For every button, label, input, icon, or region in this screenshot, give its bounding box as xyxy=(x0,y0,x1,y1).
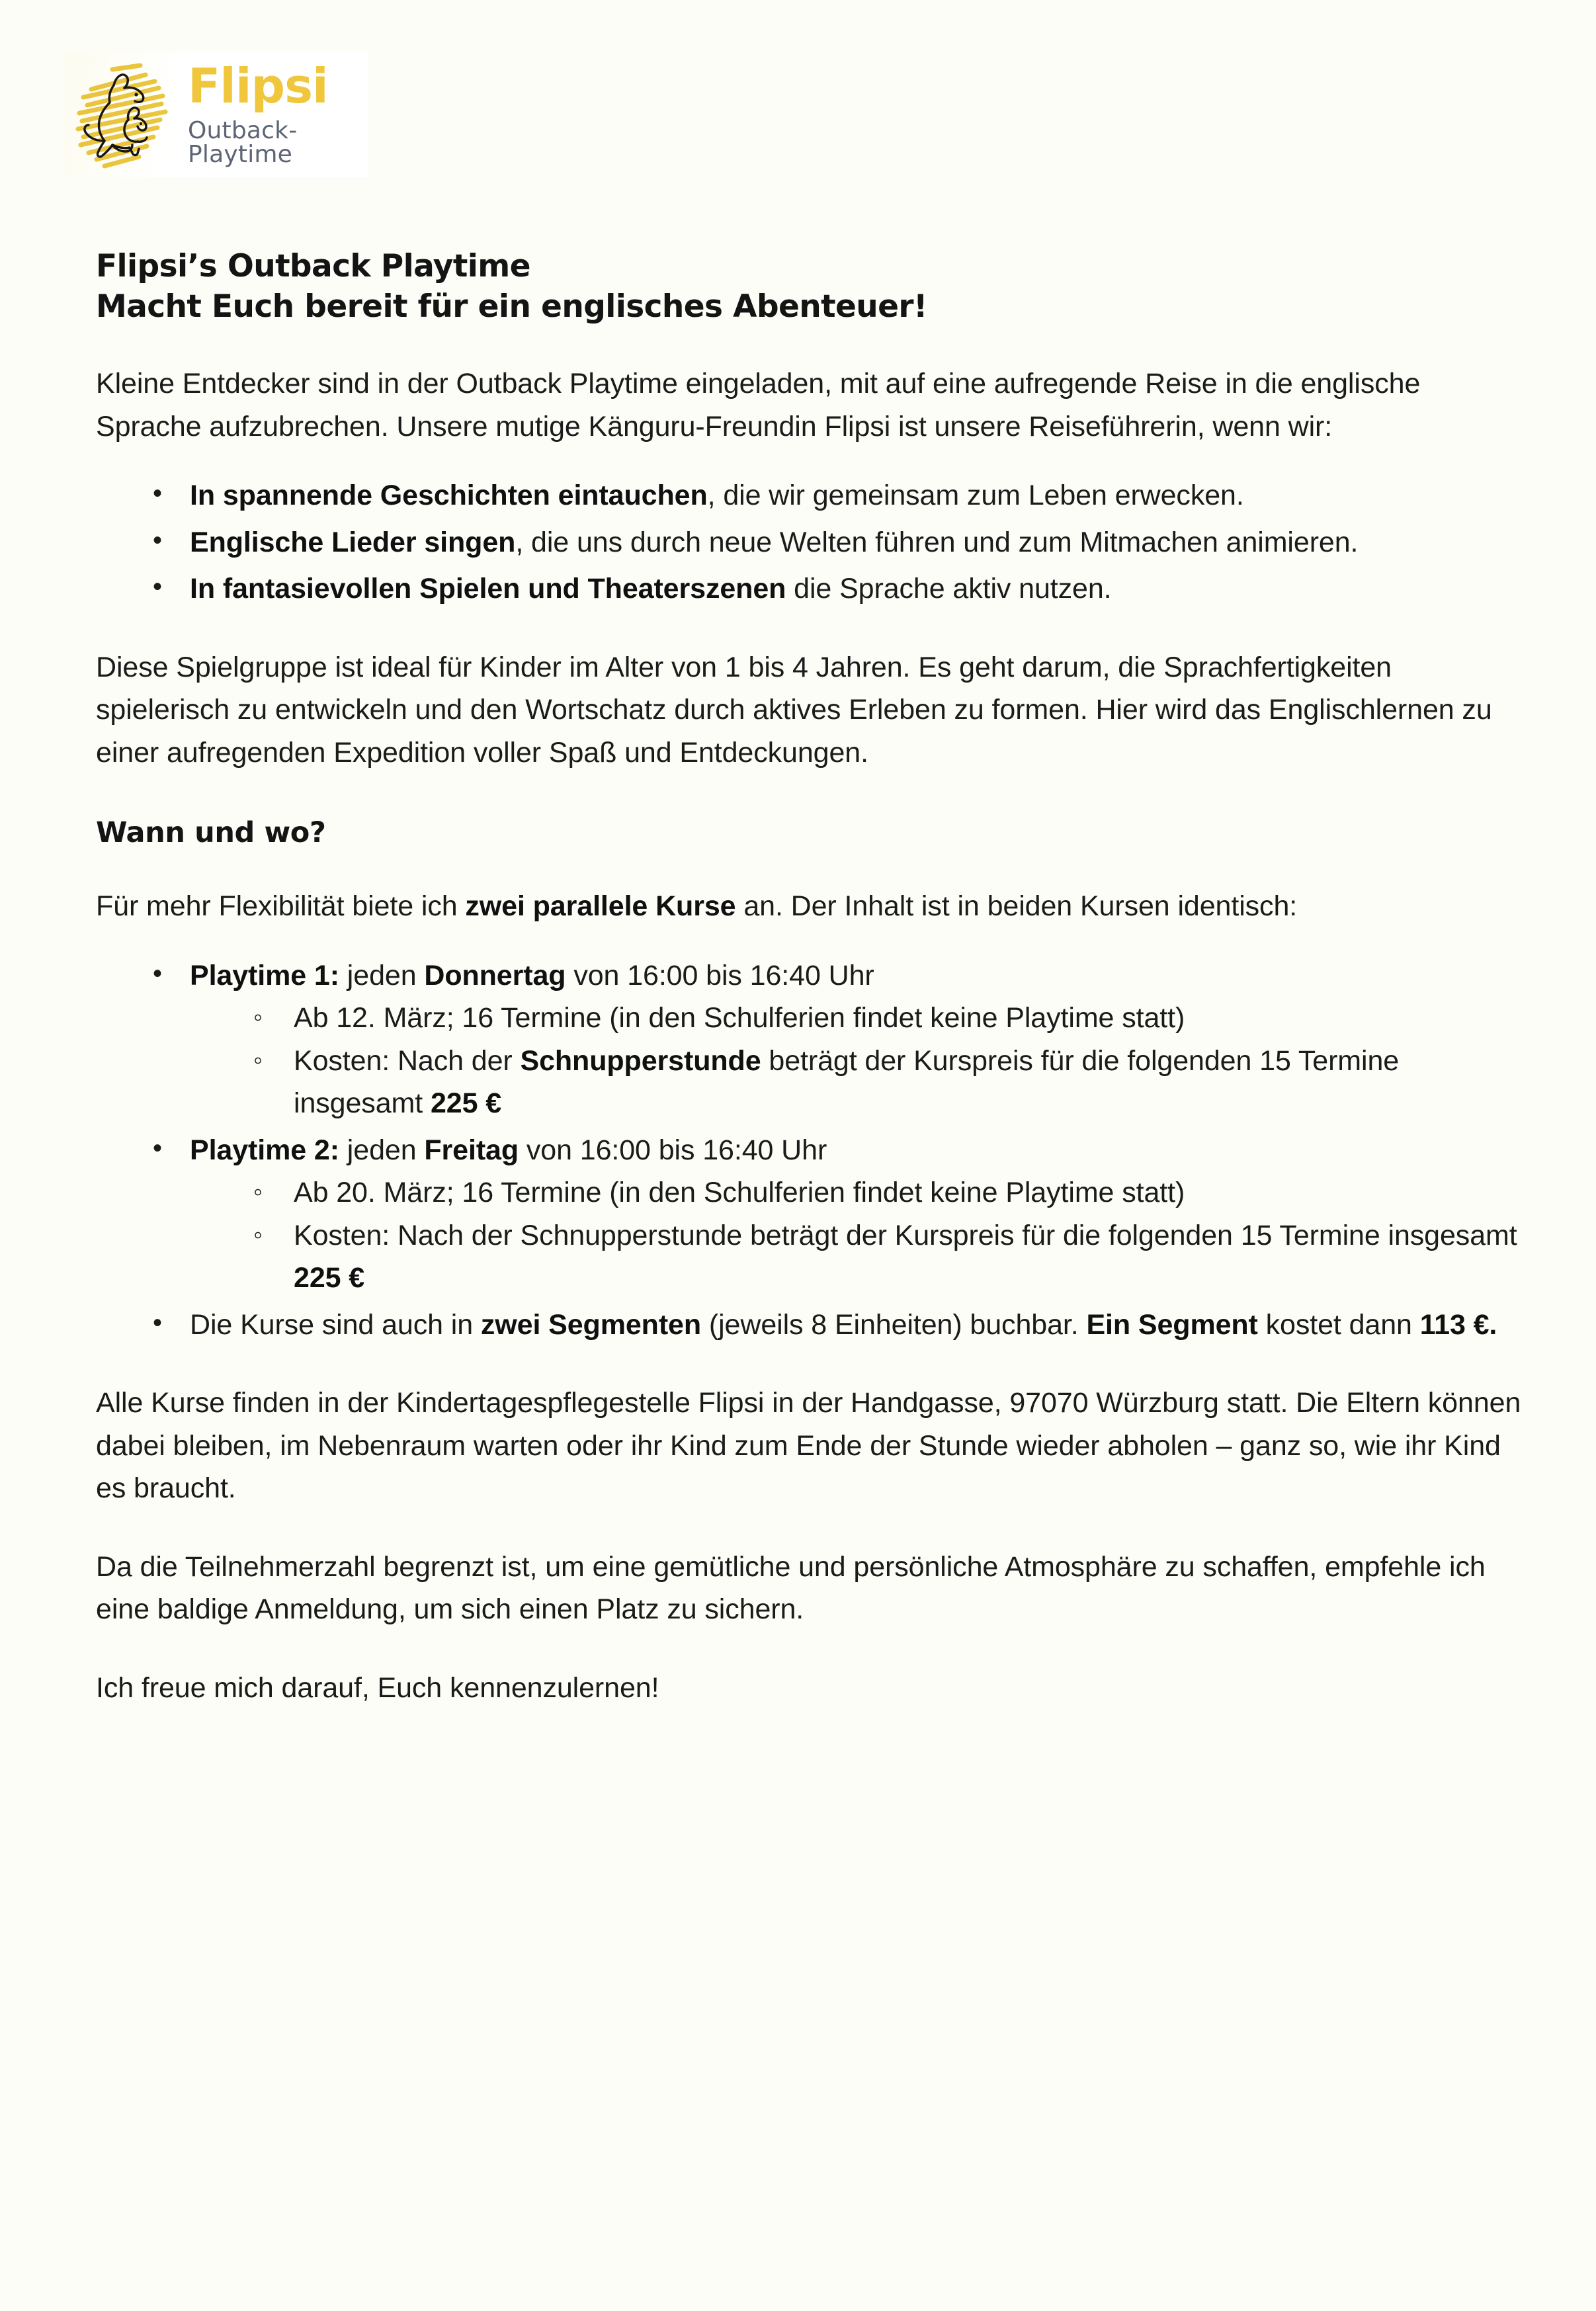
segments-c: kostet dann xyxy=(1257,1308,1420,1341)
course-dates: ◦ Ab 20. März; 16 Termine (in den Schulferien findet keine Playtime statt) xyxy=(190,1171,1530,1214)
course-details-list xyxy=(190,1171,1530,1300)
course-day: Freitag xyxy=(424,1134,519,1166)
course-time: von 16:00 bis 16:40 Uhr xyxy=(519,1134,827,1166)
course-item-segments xyxy=(96,1304,1530,1347)
course-before-day: jeden xyxy=(339,959,425,991)
cost-price: 225 € xyxy=(430,1087,502,1120)
intro-paragraph: Kleine Entdecker sind in der Outback Playtime eingeladen, mit auf eine aufregende Reise in die englische Sprache aufzubrechen. Unsere mutige Känguru-Freundin Flipsi ist unsere Reiseführerin, wenn wir: xyxy=(96,368,1421,442)
course-cost xyxy=(190,1040,1530,1125)
brand-logo xyxy=(63,52,368,177)
course-name: Playtime 2: xyxy=(190,1134,339,1166)
cost-prefix: Kosten: Nach der xyxy=(294,1044,521,1077)
cost-prefix: Kosten: Nach der xyxy=(294,1219,521,1251)
activity-bold: In spannende Geschichten eintauchen xyxy=(190,480,708,512)
logo-tagline: Outback-Playtime xyxy=(188,117,298,168)
list-item xyxy=(96,521,1530,564)
about-paragraph: Diese Spielgruppe ist ideal für Kinder im Alter von 1 bis 4 Jahren. Es geht darum, die Sprachfertigkeiten spielerisch zu entwickeln und den Wortschatz durch aktives Erleben zu formen. Hier wird das Englischlernen zu einer aufregenden Expedition voller Spaß und Entdeckungen. xyxy=(96,651,1492,769)
registration-paragraph: Da die Teilnehmerzahl begrenzt ist, um eine gemütliche und persönliche Atmosphäre zu schaffen, empfehle ich eine baldige Anmeldung, um sich einen Platz zu sichern. xyxy=(96,1550,1486,1626)
segments-bold-2: Ein Segment xyxy=(1086,1308,1258,1341)
logo-wordmark: Flipsi xyxy=(188,58,328,114)
cost-highlight: Schnupperstunde xyxy=(520,1044,761,1077)
section-heading-when-where: Wann und wo? xyxy=(96,816,326,850)
segments-price: 113 €. xyxy=(1419,1308,1497,1341)
segments-a: Die Kurse sind auch in xyxy=(190,1308,481,1341)
cost-middle: beträgt der Kurspreis für die folgenden 15 Termine insgesamt xyxy=(742,1219,1517,1251)
activities-list xyxy=(96,474,1530,610)
segments-bold-1: zwei Segmenten xyxy=(480,1308,702,1341)
list-item xyxy=(96,474,1530,517)
page-title-line-2: Macht Euch bereit für ein englisches Abenteuer! xyxy=(96,288,927,325)
location-paragraph: Alle Kurse finden in der Kindertagespflegestelle Flipsi in der Handgasse, 97070 Würzburg statt. Die Eltern können dabei bleiben, im Nebenraum warten oder ihr Kind zum Ende der Stunde wieder abholen – ganz so, wie ihr Kind es braucht. xyxy=(96,1387,1521,1505)
course-cost xyxy=(190,1214,1530,1300)
courses-intro-bold: zwei parallele Kurse xyxy=(465,890,736,923)
page-title-line-1: Flipsi’s Outback Playtime xyxy=(96,248,530,284)
activity-rest: , die wir gemeinsam zum Leben erwecken. xyxy=(707,480,1244,512)
segments-b: (jeweils 8 Einheiten) buchbar. xyxy=(701,1308,1087,1341)
courses-intro-a: Für mehr Flexibilität biete ich xyxy=(96,890,466,923)
page-title xyxy=(96,246,1530,327)
courses-intro-paragraph xyxy=(96,885,1530,928)
cost-middle: beträgt der Kurspreis für die folgenden 15 Termine insgesamt xyxy=(294,1044,1400,1120)
activity-rest: die Sprache aktiv nutzen. xyxy=(786,573,1112,605)
courses-intro-b: an. Der Inhalt ist in beiden Kursen identisch: xyxy=(735,890,1298,923)
course-item-playtime-1 xyxy=(96,954,1530,1125)
course-name: Playtime 1: xyxy=(190,959,339,991)
course-dates: ◦ Ab 12. März; 16 Termine (in den Schulferien findet keine Playtime statt) xyxy=(190,997,1530,1040)
list-item xyxy=(96,567,1530,610)
activity-bold: In fantasievollen Spielen und Theaterszenen xyxy=(190,573,786,605)
activity-bold: Englische Lieder singen xyxy=(190,526,516,558)
courses-list xyxy=(96,954,1530,1347)
course-details-list xyxy=(190,997,1530,1125)
activity-rest: , die uns durch neue Welten führen und zum Mitmachen animieren. xyxy=(515,526,1359,558)
course-before-day: jeden xyxy=(339,1134,425,1166)
course-time: von 16:00 bis 16:40 Uhr xyxy=(566,959,874,991)
course-item-playtime-2 xyxy=(96,1129,1530,1300)
closing-paragraph: Ich freue mich darauf, Euch kennenzulernen! xyxy=(96,1671,659,1704)
kangaroo-with-joey-icon xyxy=(66,59,177,170)
cost-price: 225 € xyxy=(294,1262,365,1294)
course-day: Donnertag xyxy=(424,959,566,991)
cost-highlight: Schnupperstunde xyxy=(520,1219,743,1251)
document-body xyxy=(96,246,1530,1709)
